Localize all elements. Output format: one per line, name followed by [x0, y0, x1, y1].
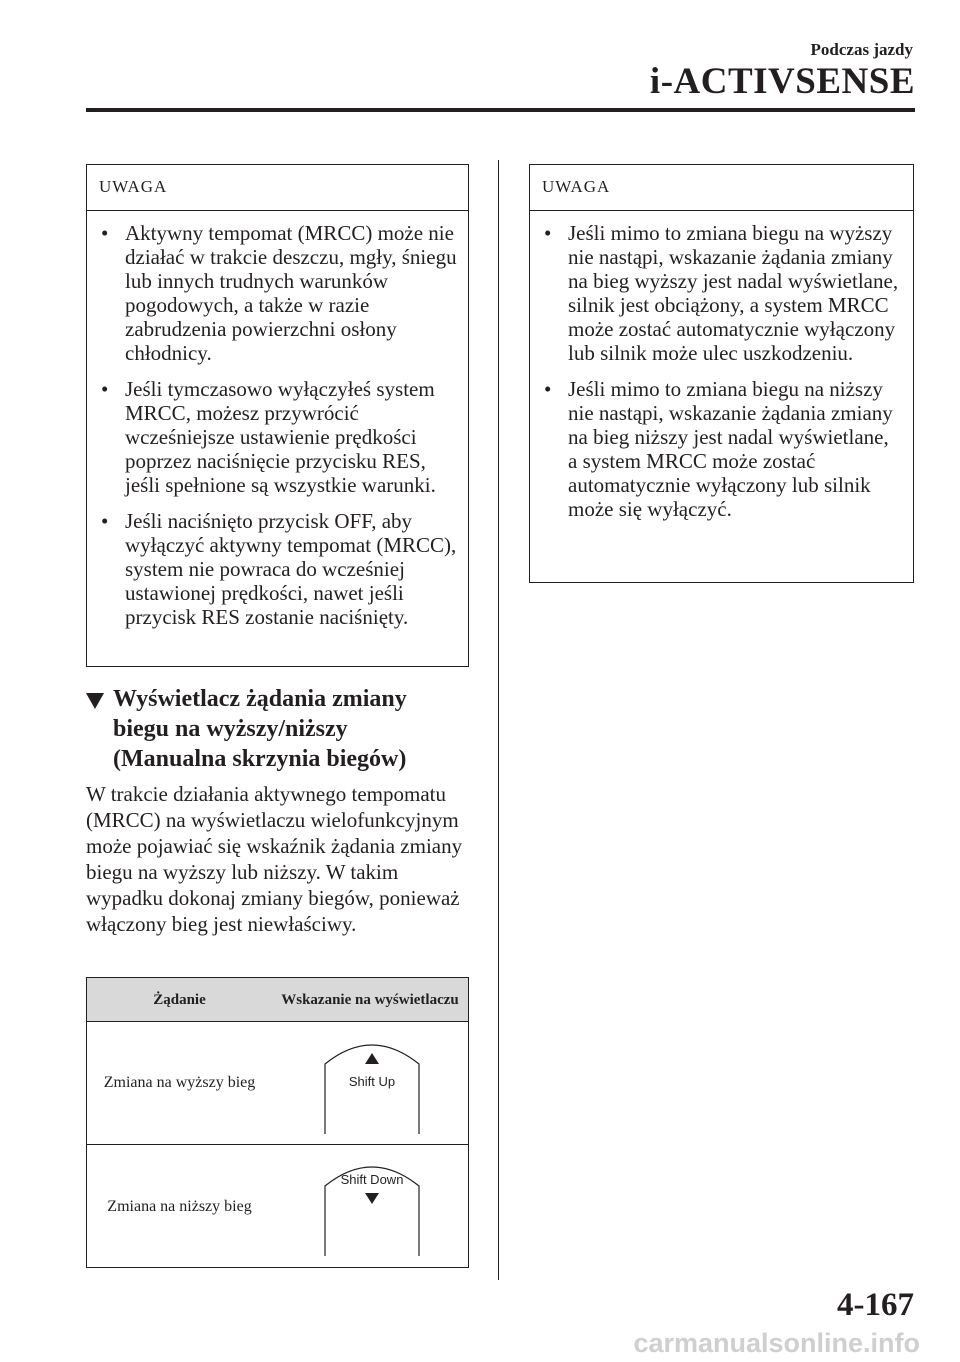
- shift-up-display: [324, 1036, 420, 1134]
- chapter-title: i-ACTIVSENSE: [649, 61, 915, 102]
- page-number: 4-167: [837, 1287, 914, 1323]
- shift-indicator-table: [86, 977, 469, 1268]
- chapter-subtitle: Podczas jazdy: [810, 40, 913, 59]
- header-rule: [86, 108, 915, 112]
- caution-item: • Aktywny tempomat (MRCC) może nie działać w trakcie deszczu, mgły, śniegu lub innych trudnych warunków pogodowych, a także w razie zabrudzenia powierzchni osłony chłodnicy.: [101, 221, 457, 365]
- shift-down-text: Shift Down: [340, 1172, 404, 1187]
- bullet-icon: •: [101, 509, 109, 533]
- bullet-icon: •: [101, 377, 109, 401]
- caution-item: • Jeśli mimo to zmiana biegu na wyższy nie nastąpi, wskazanie żądania zmiany na bieg wyższy jest nadal wyświetlane, silnik jest obciążony, a system MRCC może zostać automatycznie wyłączony lub silnik może ulec uszkodzeniu.: [544, 221, 899, 365]
- caution-list: [87, 211, 468, 639]
- section-heading-line: (Manualna skrzynia biegów): [113, 746, 407, 772]
- section-body: W trakcie działania aktywnego tempomatu (MRCC) na wyświetlaczu wielofunkcyjnym może pojawiać się wskaźnik żądania zmiany biegu na wyższy lub niższy. W takim wypadku dokonaj zmiany biegów, ponieważ włączony bieg jest niewłaściwy.: [86, 782, 463, 936]
- section-heading-line: Wyświetlacz żądania zmiany: [113, 686, 407, 712]
- caution-item: • Jeśli mimo to zmiana biegu na niższy nie nastąpi, wskazanie żądania zmiany na bieg niższy jest nadal wyświetlane, a system MRCC może zostać automatycznie wyłączony lub silnik może się wyłączyć.: [544, 377, 893, 521]
- shift-down-display: [324, 1158, 420, 1256]
- row-label: Zmiana na wyższy bieg: [103, 1074, 256, 1091]
- section-heading-line: biegu na wyższy/niższy: [113, 716, 348, 742]
- caution-box-right: [529, 164, 914, 583]
- caution-title: UWAGA: [87, 165, 468, 211]
- row-divider: [87, 1144, 468, 1145]
- column-header-request: Żądanie: [153, 992, 206, 1008]
- section-heading: [86, 684, 486, 774]
- row-label: Zmiana na niższy bieg: [107, 1198, 252, 1215]
- caution-item: • Jeśli naciśnięto przycisk OFF, aby wyłączyć aktywny tempomat (MRCC), system nie powraca do wcześniej ustawionej prędkości, nawet jeśli przycisk RES zostanie naciśnięty.: [101, 509, 457, 629]
- bullet-icon: •: [544, 377, 552, 401]
- caution-title: UWAGA: [530, 165, 913, 211]
- caution-list: [530, 211, 913, 531]
- shift-up-arrow-icon: [365, 1053, 379, 1064]
- triangle-down-icon: [86, 693, 104, 709]
- caution-box-left: [86, 164, 469, 667]
- caution-item: • Jeśli tymczasowo wyłączyłeś system MRCC, możesz przywrócić wcześniejsze ustawienie prędkości poprzez naciśnięcie przycisku RES, jeśli spełnione są wszystkie warunki.: [101, 377, 436, 497]
- shift-up-text: Shift Up: [348, 1074, 396, 1089]
- bullet-icon: •: [101, 221, 109, 245]
- bullet-icon: •: [544, 221, 552, 245]
- shift-down-arrow-icon: [365, 1193, 379, 1204]
- column-divider: [498, 160, 499, 1280]
- column-header-display: Wskazanie na wyświetlaczu: [281, 992, 459, 1008]
- table-header: [87, 978, 468, 1022]
- watermark: carmanualsonline.info: [633, 1328, 920, 1358]
